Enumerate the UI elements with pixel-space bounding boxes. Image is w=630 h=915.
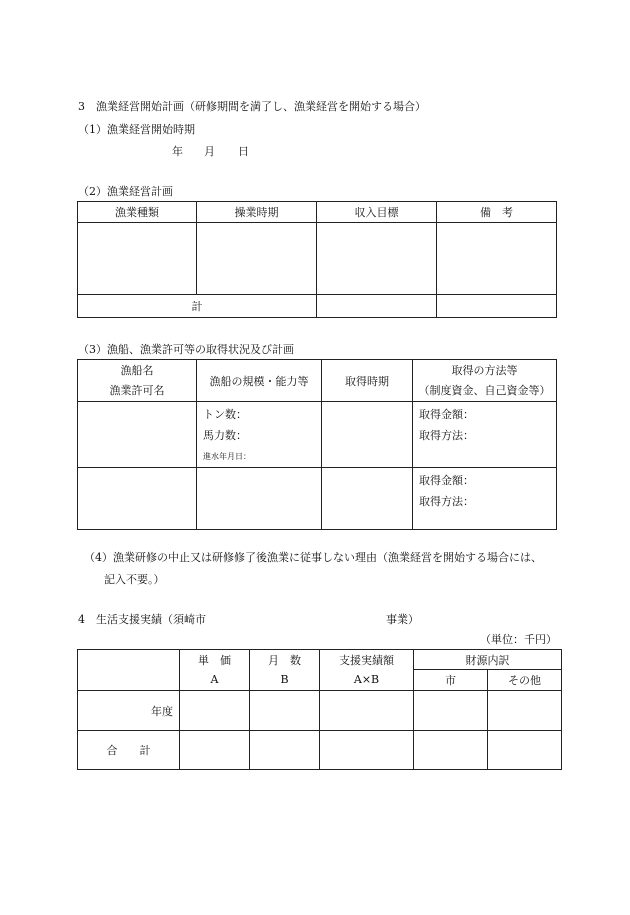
other-funding-cell[interactable]: [488, 691, 562, 731]
fishery-type-cell[interactable]: [78, 223, 197, 295]
header-acquisition-method-line2: （制度資金、自己資金等）: [418, 383, 551, 397]
amount-label: 取得金額：: [419, 408, 474, 421]
remarks-cell[interactable]: [437, 223, 557, 295]
header-support-total: 支援実績額: [320, 650, 414, 670]
total-unit-price-cell[interactable]: [180, 731, 250, 770]
header-a: A: [180, 670, 250, 691]
table-row: [78, 223, 557, 295]
total-label: 計: [78, 295, 317, 318]
header-b: B: [250, 670, 320, 691]
city-funding-cell[interactable]: [414, 691, 488, 731]
header-other: その他: [488, 670, 562, 691]
table-row: [78, 691, 562, 731]
amount-label: 取得金額：: [419, 474, 474, 487]
section4-title-suffix: 事業）: [386, 613, 419, 626]
fiscal-year-label: 年度: [78, 691, 180, 731]
vessel-license-table: [77, 359, 557, 530]
table-header-row: [78, 650, 562, 670]
header-fishery-type: 漁業種類: [78, 202, 197, 223]
header-funding: 財源内訳: [414, 650, 562, 670]
total-row: [78, 731, 562, 770]
header-acquisition-method-line1: 取得の方法等: [451, 363, 518, 377]
total-months-cell[interactable]: [250, 731, 320, 770]
start-year-label: 年: [172, 145, 183, 158]
horsepower-label: 馬力数：: [203, 429, 247, 442]
acquisition-method-cell[interactable]: [413, 402, 557, 468]
business-plan-table: [77, 201, 557, 318]
header-income-target: 収入目標: [317, 202, 437, 223]
header-vessel-scale: 漁船の規模・能力等: [197, 360, 322, 402]
unit-price-cell[interactable]: [180, 691, 250, 731]
header-acquisition-time: 取得時期: [322, 360, 413, 402]
grand-total-label: 合 計: [78, 731, 180, 770]
header-vessel-name-line2: 漁業許可名: [109, 383, 165, 397]
ton-label: トン数：: [203, 408, 247, 421]
license-scale-cell[interactable]: [197, 468, 322, 530]
license-acquisition-time-cell[interactable]: [322, 468, 413, 530]
sub1-title: （1）漁業経営開始時期: [78, 123, 195, 136]
header-city: 市: [414, 670, 488, 691]
section4-title: 4 生活支援実績（須崎市: [78, 613, 206, 626]
months-cell[interactable]: [250, 691, 320, 731]
unit-label: （単位：千円）: [480, 633, 557, 646]
header-vessel-name-line1: 漁船名: [120, 363, 154, 377]
launch-date-label: 進水年月日：: [203, 452, 251, 461]
income-target-cell[interactable]: [317, 223, 437, 295]
living-support-table: [77, 649, 562, 770]
sub2-title: （2）漁業経営計画: [78, 185, 173, 198]
header-months: 月 数: [250, 650, 320, 670]
sub3-title: （3）漁船、漁業許可等の取得状況及び計画: [78, 343, 294, 356]
section3-title: 3 漁業経営開始計画（研修期間を満了し、漁業経営を開始する場合）: [78, 100, 426, 113]
header-blank: [78, 650, 180, 691]
sub4-line1: （4）漁業研修の中止又は研修修了後漁業に従事しない理由（漁業経営を開始する場合には、: [84, 551, 542, 564]
sub4-line2: 記入不要。）: [104, 573, 165, 586]
vessel-name-cell[interactable]: [78, 402, 197, 468]
vessel-scale-cell[interactable]: [197, 402, 322, 468]
start-month-label: 月: [204, 145, 215, 158]
total-income-cell[interactable]: [317, 295, 437, 318]
total-city-cell[interactable]: [414, 731, 488, 770]
start-day-label: 日: [238, 145, 249, 158]
total-row: [78, 295, 557, 318]
total-support-cell[interactable]: [320, 731, 414, 770]
license-name-cell[interactable]: [78, 468, 197, 530]
header-axb: A×B: [320, 670, 414, 691]
total-other-cell[interactable]: [488, 731, 562, 770]
method-label: 取得方法：: [419, 495, 474, 508]
header-acquisition-method: [413, 360, 557, 402]
acquisition-time-cell[interactable]: [322, 402, 413, 468]
table-header-row: [78, 202, 557, 223]
header-operation-period: 操業時期: [197, 202, 317, 223]
table-row: [78, 468, 557, 530]
header-unit-price: 単 価: [180, 650, 250, 670]
license-acquisition-method-cell[interactable]: [413, 468, 557, 530]
table-header-row: [78, 360, 557, 402]
header-remarks: 備 考: [437, 202, 557, 223]
method-label: 取得方法：: [419, 429, 474, 442]
total-remarks-cell[interactable]: [437, 295, 557, 318]
table-row: [78, 402, 557, 468]
operation-period-cell[interactable]: [197, 223, 317, 295]
header-vessel-name: [78, 360, 197, 402]
support-total-cell[interactable]: [320, 691, 414, 731]
